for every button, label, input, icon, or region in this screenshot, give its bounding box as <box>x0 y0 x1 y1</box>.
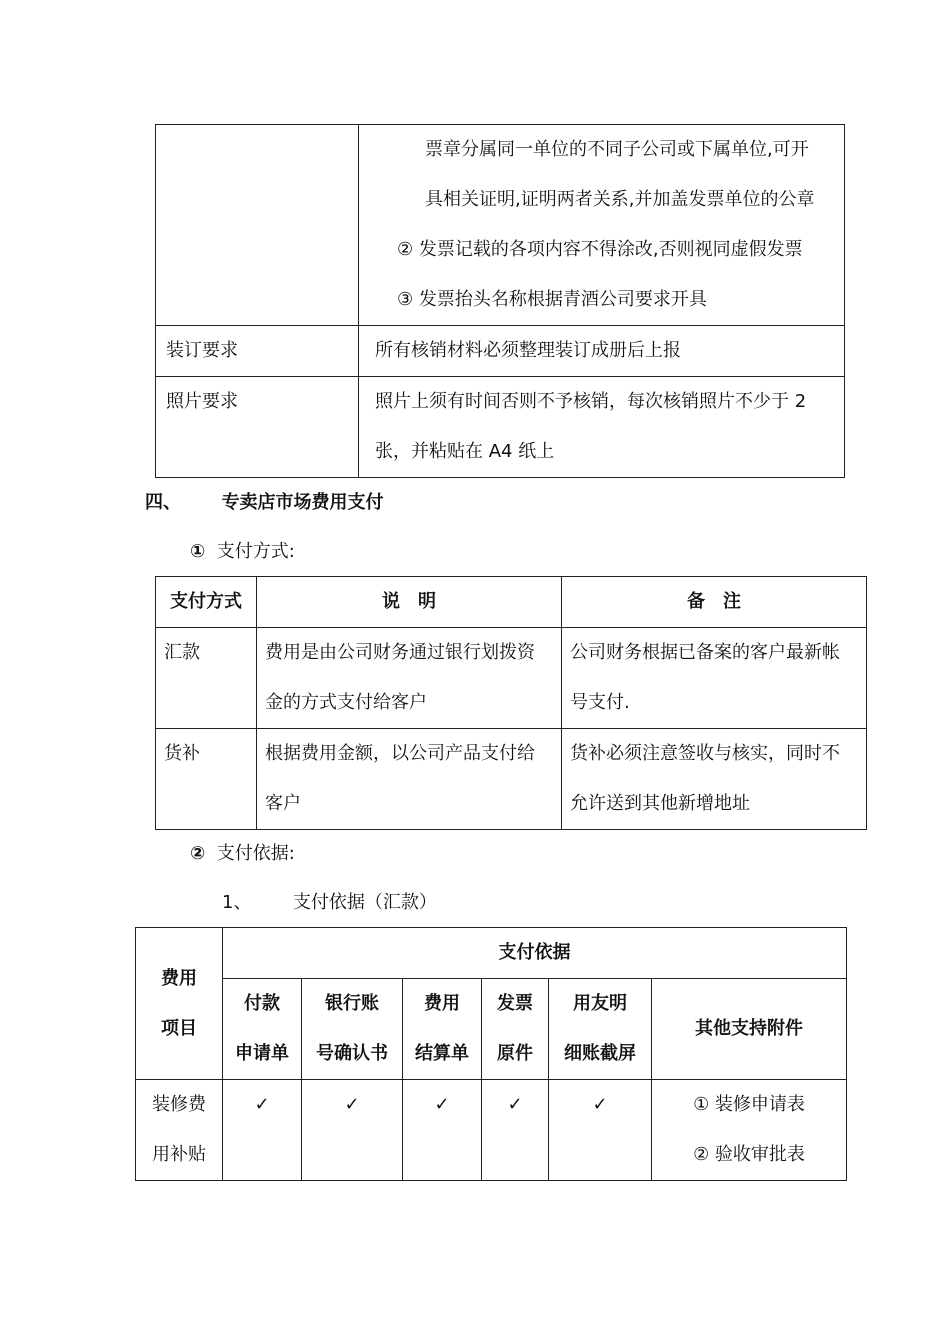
note-cell: 货补必须注意签收与核实，同时不 允许送到其他新增地址 <box>562 729 867 830</box>
desc-cell: 根据费用金额，以公司产品支付给 客户 <box>257 729 562 830</box>
col-header: 说 明 <box>257 577 562 628</box>
table-header-row <box>156 577 867 628</box>
table-header-row <box>136 979 847 1080</box>
table-row <box>136 1080 847 1181</box>
row-label <box>156 125 359 326</box>
content-line: 张，并粘贴在 A4 纸上 <box>375 441 555 462</box>
table-row <box>156 628 867 729</box>
col-header: 发票 原件 <box>482 979 549 1080</box>
subheading-payment-basis: ② 支付依据: <box>190 843 295 864</box>
row-label: 照片要求 <box>156 377 359 478</box>
col-header: 银行账 号确认书 <box>302 979 403 1080</box>
desc-cell: 费用是由公司财务通过银行划拨资 金的方式支付给客户 <box>257 628 562 729</box>
attachments-cell: ① 装修申请表 ② 验收审批表 <box>652 1080 847 1181</box>
content-line: 照片上须有时间否则不予核销，每次核销照片不少于 2 <box>375 391 807 412</box>
content-line: 票章分属同一单位的不同子公司或下属单位,可开 <box>425 139 809 160</box>
table-row <box>156 125 845 326</box>
table-row <box>156 326 845 377</box>
payment-method-table <box>155 576 867 830</box>
section-number: 四、 <box>145 492 181 513</box>
content-line: ③ 发票抬头名称根据青酒公司要求开具 <box>397 289 707 310</box>
col-header: 付款 申请单 <box>223 979 302 1080</box>
group-header: 支付依据 <box>223 928 847 979</box>
col-header: 支付方式 <box>156 577 257 628</box>
row-content: 所有核销材料必须整理装订成册后上报 <box>359 326 845 377</box>
table-row <box>156 377 845 478</box>
check-mark: ✓ <box>302 1080 403 1181</box>
payment-basis-table <box>135 927 847 1181</box>
table-row <box>156 729 867 830</box>
section-heading <box>145 478 384 528</box>
check-mark: ✓ <box>549 1080 652 1181</box>
item-header: 费用 项目 <box>136 928 223 1080</box>
verification-requirements-table <box>155 124 845 478</box>
item-cell: 装修费 用补贴 <box>136 1080 223 1181</box>
check-mark: ✓ <box>482 1080 549 1181</box>
method-cell: 汇款 <box>156 628 257 729</box>
content-line: ② 发票记载的各项内容不得涂改,否则视同虚假发票 <box>397 239 803 260</box>
method-cell: 货补 <box>156 729 257 830</box>
check-mark: ✓ <box>403 1080 482 1181</box>
section-title: 专卖店市场费用支付 <box>221 492 384 513</box>
content-line: 具相关证明,证明两者关系,并加盖发票单位的公章 <box>425 189 815 210</box>
check-mark: ✓ <box>223 1080 302 1181</box>
row-content <box>359 125 845 326</box>
table-header-row <box>136 928 847 979</box>
col-header: 费用 结算单 <box>403 979 482 1080</box>
row-content <box>359 377 845 478</box>
col-header: 备 注 <box>562 577 867 628</box>
note-cell: 公司财务根据已备案的客户最新帐 号支付. <box>562 628 867 729</box>
col-header-other: 其他支持附件 <box>652 979 847 1080</box>
col-header: 用友明 细账截屏 <box>549 979 652 1080</box>
row-label: 装订要求 <box>156 326 359 377</box>
subheading-payment-method: ① 支付方式: <box>190 541 295 562</box>
subheading-remittance-basis: 1、 支付依据（汇款） <box>222 892 437 913</box>
